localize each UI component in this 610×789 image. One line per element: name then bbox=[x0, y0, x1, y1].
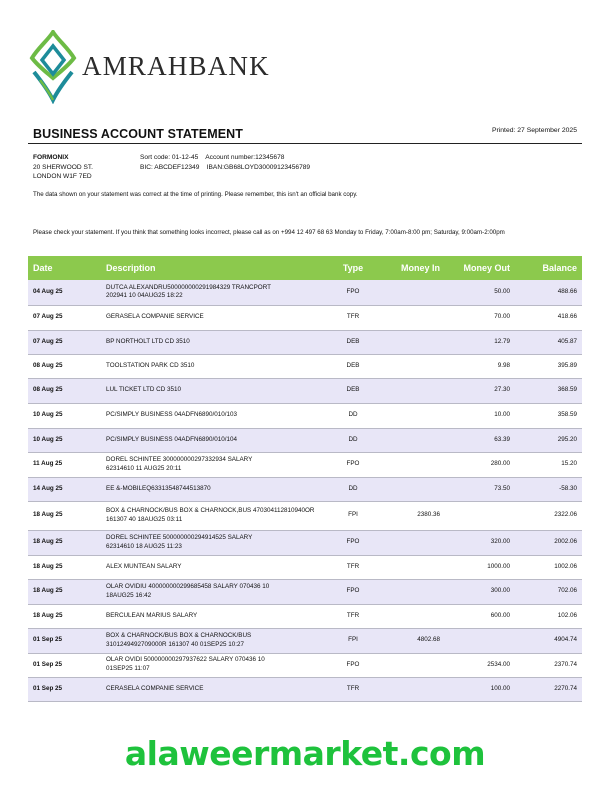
row-balance: 358.59 bbox=[515, 403, 582, 428]
row-money-in bbox=[377, 330, 445, 354]
row-balance: 368.59 bbox=[515, 378, 582, 403]
row-money-out: 1000.00 bbox=[445, 555, 515, 579]
row-type: DD bbox=[329, 477, 377, 501]
row-description bbox=[101, 579, 329, 604]
table-row bbox=[28, 501, 582, 530]
row-date: 10 Aug 25 bbox=[28, 403, 101, 428]
row-money-in bbox=[377, 477, 445, 501]
row-description bbox=[101, 477, 329, 501]
row-description-line1: EE &-MOBILEQ63313548744513870 bbox=[106, 484, 211, 492]
row-money-out: 2534.00 bbox=[445, 653, 515, 677]
row-date: 07 Aug 25 bbox=[28, 305, 101, 330]
row-description bbox=[101, 677, 329, 701]
row-balance: 295.20 bbox=[515, 428, 582, 452]
row-money-in bbox=[377, 428, 445, 452]
row-description-line1: CERASELA COMPANIE SERVICE bbox=[106, 684, 204, 692]
transactions-table bbox=[28, 256, 582, 702]
row-money-in bbox=[377, 305, 445, 330]
row-money-in bbox=[377, 354, 445, 378]
account-details bbox=[140, 153, 310, 172]
table-row bbox=[28, 530, 582, 555]
row-date: 18 Aug 25 bbox=[28, 555, 101, 579]
row-description bbox=[101, 305, 329, 330]
row-description bbox=[101, 653, 329, 677]
row-description-line1: BOX & CHARNOCK/BUS BOX & CHARNOCK,BUS 470304112810940OR bbox=[106, 506, 315, 514]
row-balance: 395.89 bbox=[515, 354, 582, 378]
row-description-line1: GERASELA COMPANIE SERVICE bbox=[106, 313, 204, 321]
row-date: 18 Aug 25 bbox=[28, 530, 101, 555]
row-date: 18 Aug 25 bbox=[28, 501, 101, 530]
row-money-out: 10.00 bbox=[445, 403, 515, 428]
row-date: 11 Aug 25 bbox=[28, 452, 101, 477]
row-money-in: 4802.68 bbox=[377, 628, 445, 653]
header-balance: Balance bbox=[515, 256, 582, 280]
bank-name: AMRAHBANK bbox=[82, 51, 270, 81]
contact-note: Please check your statement. If you think that something looks incorrect, please call as on +994 12 497 68 63 Monday to Friday, 7:00am-8:00 pm; Saturday, 9:00am-2:00pm bbox=[33, 229, 505, 236]
table-row bbox=[28, 555, 582, 579]
row-description-line1: OLAR OVIDI 500000000297937622 SALARY 070436 10 bbox=[106, 656, 265, 664]
table-row bbox=[28, 604, 582, 628]
row-description bbox=[101, 530, 329, 555]
row-money-in bbox=[377, 280, 445, 305]
row-type: TFR bbox=[329, 604, 377, 628]
row-description bbox=[101, 604, 329, 628]
row-date: 04 Aug 25 bbox=[28, 280, 101, 305]
row-date: 01 Sep 25 bbox=[28, 628, 101, 653]
row-money-out bbox=[445, 501, 515, 530]
watermark-text: alaweermarket.com bbox=[124, 734, 486, 773]
table-row bbox=[28, 305, 582, 330]
row-type: FPI bbox=[329, 628, 377, 653]
row-type: FPO bbox=[329, 530, 377, 555]
row-date: 07 Aug 25 bbox=[28, 330, 101, 354]
table-header-row bbox=[28, 256, 582, 280]
row-money-out: 73.50 bbox=[445, 477, 515, 501]
row-description-line1: TOOLSTATION PARK CD 3510 bbox=[106, 361, 195, 369]
table-row bbox=[28, 452, 582, 477]
row-money-out: 300.00 bbox=[445, 579, 515, 604]
row-money-out: 12.79 bbox=[445, 330, 515, 354]
row-description-line2: 62314610 18 AUG25 11:23 bbox=[106, 542, 182, 550]
row-description-line1: DOREL SCHINTEE 500000000294914525 SALARY bbox=[106, 533, 253, 541]
row-balance: 702.06 bbox=[515, 579, 582, 604]
row-date: 08 Aug 25 bbox=[28, 354, 101, 378]
row-type: FPO bbox=[329, 280, 377, 305]
row-description-line1: PC/SIMPLY BUSINESS 04ADFN6890/010/104 bbox=[106, 435, 238, 443]
row-money-in bbox=[377, 677, 445, 701]
row-description-line1: ALEX MUNTEAN SALARY bbox=[106, 562, 182, 570]
account-holder bbox=[33, 153, 93, 182]
row-date: 18 Aug 25 bbox=[28, 579, 101, 604]
row-type: TFR bbox=[329, 677, 377, 701]
statement-title: BUSINESS ACCOUNT STATEMENT bbox=[33, 127, 244, 141]
sort-code-account-number: Sort code: 01-12-45 Account number:12345678 bbox=[140, 154, 285, 161]
row-description-line2: 01SEP25 11:07 bbox=[106, 665, 150, 672]
row-type: FPO bbox=[329, 452, 377, 477]
row-date: 14 Aug 25 bbox=[28, 477, 101, 501]
row-description bbox=[101, 330, 329, 354]
row-type: FPO bbox=[329, 653, 377, 677]
row-description bbox=[101, 280, 329, 305]
holder-address-line1: 20 SHERWOOD ST. bbox=[33, 163, 93, 171]
table-row bbox=[28, 477, 582, 501]
row-money-out: 100.00 bbox=[445, 677, 515, 701]
row-type: DD bbox=[329, 428, 377, 452]
row-description bbox=[101, 403, 329, 428]
row-money-out: 280.00 bbox=[445, 452, 515, 477]
row-balance: 102.06 bbox=[515, 604, 582, 628]
row-description bbox=[101, 378, 329, 403]
row-balance: 4904.74 bbox=[515, 628, 582, 653]
row-date: 01 Sep 25 bbox=[28, 677, 101, 701]
row-description-line2: 62314610 11 AUG25 20:11 bbox=[106, 464, 182, 472]
row-money-out: 320.00 bbox=[445, 530, 515, 555]
row-date: 01 Sep 25 bbox=[28, 653, 101, 677]
table-row bbox=[28, 403, 582, 428]
header-date: Date bbox=[28, 256, 101, 280]
bank-logo-icon bbox=[28, 30, 78, 104]
row-description-line2: 3101249492709000R 161307 40 01SEP25 10:27 bbox=[106, 640, 244, 648]
row-money-out: 27.30 bbox=[445, 378, 515, 403]
accuracy-note: The data shown on your statement was correct at the time of printing. Please remember, this isn't an official bank copy. bbox=[33, 191, 358, 198]
row-money-out: 50.00 bbox=[445, 280, 515, 305]
row-type: DEB bbox=[329, 378, 377, 403]
header-type: Type bbox=[329, 256, 377, 280]
row-balance: 2270.74 bbox=[515, 677, 582, 701]
row-description-line1: PC/SIMPLY BUSINESS 04ADFN6890/010/103 bbox=[106, 411, 238, 419]
row-balance: 418.66 bbox=[515, 305, 582, 330]
table-row bbox=[28, 579, 582, 604]
table-row bbox=[28, 354, 582, 378]
row-money-in: 2380.36 bbox=[377, 501, 445, 530]
table-row bbox=[28, 628, 582, 653]
row-money-out: 70.00 bbox=[445, 305, 515, 330]
row-description bbox=[101, 555, 329, 579]
row-money-in bbox=[377, 403, 445, 428]
row-description-line1: BERCULEAN MARIUS SALARY bbox=[106, 611, 198, 619]
row-type: DEB bbox=[329, 354, 377, 378]
title-divider bbox=[28, 143, 582, 144]
row-balance: 405.87 bbox=[515, 330, 582, 354]
row-balance: 15.20 bbox=[515, 452, 582, 477]
row-type: DEB bbox=[329, 330, 377, 354]
header-money-out: Money Out bbox=[445, 256, 515, 280]
row-money-in bbox=[377, 653, 445, 677]
row-money-in bbox=[377, 530, 445, 555]
row-description bbox=[101, 501, 329, 530]
bic-iban: BIC: ABCDEF12349 IBAN:GB68LOYD30009123456789 bbox=[140, 163, 311, 171]
row-money-in bbox=[377, 604, 445, 628]
row-balance: 1002.06 bbox=[515, 555, 582, 579]
row-balance: 2370.74 bbox=[515, 653, 582, 677]
row-date: 10 Aug 25 bbox=[28, 428, 101, 452]
row-description bbox=[101, 428, 329, 452]
table-row bbox=[28, 653, 582, 677]
row-type: FPI bbox=[329, 501, 377, 530]
row-money-in bbox=[377, 378, 445, 403]
row-description-line2: 202941 10 04AUG25 18:22 bbox=[106, 292, 183, 300]
row-description-line1: LUL TICKET LTD CD 3510 bbox=[106, 386, 182, 394]
row-money-out: 600.00 bbox=[445, 604, 515, 628]
row-balance: 2002.06 bbox=[515, 530, 582, 555]
row-type: TFR bbox=[329, 305, 377, 330]
row-description bbox=[101, 452, 329, 477]
row-money-out bbox=[445, 628, 515, 653]
row-description-line1: OLAR OVIDIU 400000000299685458 SALARY 070436 10 bbox=[106, 582, 270, 590]
header-description: Description bbox=[101, 256, 329, 280]
holder-name: FORMONIX bbox=[33, 154, 69, 161]
row-type: TFR bbox=[329, 555, 377, 579]
row-money-in bbox=[377, 555, 445, 579]
row-description bbox=[101, 628, 329, 653]
row-balance: 2322.06 bbox=[515, 501, 582, 530]
row-description-line2: 161307 40 18AUG25 03:11 bbox=[106, 515, 183, 523]
row-type: FPO bbox=[329, 579, 377, 604]
header-money-in: Money In bbox=[377, 256, 445, 280]
table-row bbox=[28, 428, 582, 452]
printed-date: Printed: 27 September 2025 bbox=[491, 127, 577, 134]
row-money-in bbox=[377, 579, 445, 604]
row-description bbox=[101, 354, 329, 378]
row-description-line1: DUTCA ALEXANDRU500000000291984329 TRANCPORT bbox=[106, 283, 271, 291]
holder-address-line2: LONDON W1F 7ED bbox=[33, 173, 92, 181]
row-money-out: 63.39 bbox=[445, 428, 515, 452]
row-balance: -58.30 bbox=[515, 477, 582, 501]
row-balance: 488.66 bbox=[515, 280, 582, 305]
row-type: DD bbox=[329, 403, 377, 428]
table-row bbox=[28, 677, 582, 701]
row-date: 08 Aug 25 bbox=[28, 378, 101, 403]
row-description-line1: DOREL SCHINTEE 300000000297332934 SALARY bbox=[106, 455, 253, 463]
table-row bbox=[28, 330, 582, 354]
row-date: 18 Aug 25 bbox=[28, 604, 101, 628]
table-row bbox=[28, 378, 582, 403]
row-money-out: 9.98 bbox=[445, 354, 515, 378]
row-money-in bbox=[377, 452, 445, 477]
row-description-line2: 18AUG25 16:42 bbox=[106, 591, 152, 599]
row-description-line1: BOX & CHARNOCK/BUS BOX & CHARNOCK/BUS bbox=[106, 631, 252, 639]
row-description-line1: BP NORTHOLT LTD CD 3510 bbox=[106, 337, 190, 345]
table-row bbox=[28, 280, 582, 305]
